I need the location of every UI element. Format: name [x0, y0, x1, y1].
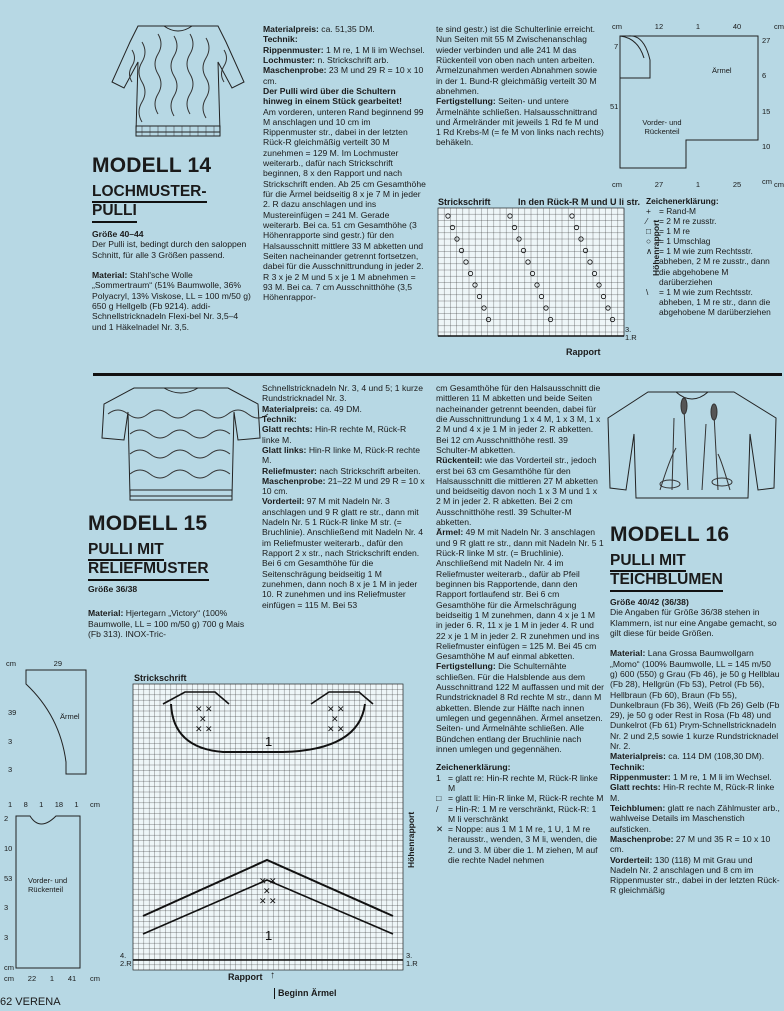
- m14-schema-top-4: cm: [773, 22, 784, 31]
- m16-material-label: Material:: [610, 648, 646, 659]
- modell-14-title: MODELL 14: [92, 154, 212, 177]
- m16-vorder: 130 (118) M mit Grau und Nadeln Nr. 2 anschlagen und 8 cm im Rippenmuster str., dabei in der letzten Rück-R gleichmäßig: [610, 854, 780, 896]
- m15-rueck-label: Rückenteil:: [436, 455, 483, 466]
- modell-15-subtitle-line1: PULLI MIT: [88, 542, 164, 561]
- m14-loch: n. Strickschrift arb.: [317, 54, 389, 65]
- m15-glattl-label: Glatt links:: [262, 444, 307, 455]
- m15-chart-one-upper: 1: [265, 734, 273, 749]
- m15-chart-hoehenrapport: Höhenrapport: [406, 811, 416, 868]
- svg-text:✕ ✕: ✕ ✕: [195, 704, 213, 714]
- modell-15-material: Hjertegarn „Victory“ (100% Baumwolle, LL = 100 m/50 g) 700 g Mais (Fb 313). INOX-Tric-: [88, 608, 245, 639]
- modell-14-subtitle: [92, 184, 207, 223]
- m16-material: Lana Grossa Baumwollgarn „Momo“ (100% Baumwolle, LL = 145 m/50 g) 600 (550) g Grau (Fb 46), je 50 g Hellblau (Fb 28), Hellgrün (Fb 53), Petrol (Fb 56), Hellbraun (Fb 60), Braun (Fb 55), Dunkelbraun (Fb 36), Weiß (Fb 26) Gelb (Fb 29), je 50 g oder Rest in Rosa (Fb 48) und Dunkelrot (Fb 61) Prym-Schnellstricknadeln Nr. 2 und 2,5 sowie 1 kurze Rundstricknadel Nr. 2.: [610, 648, 780, 752]
- m15-neck: cm Gesamthöhe für den Halsausschnitt die mittleren 11 M abketten und beide Seiten nacheinander getrennt beenden, dabei für die Ausschnittrundung 1 x 4 M, 1 x 3 M, 1 x 2 M und 4 x je 1 M in jeder 2. R abketten. Bei 12 cm Ausschnitthöhe restl. 39 Schulter-M abketten.: [436, 383, 601, 455]
- m14-schema-left-mid: 51: [610, 102, 619, 111]
- m15-chart-right-rows: 3. 1.R: [406, 951, 418, 968]
- section-divider: [93, 373, 782, 376]
- m15-schema-sleeve-top: [6, 659, 62, 668]
- m15-fert-label: Fertigstellung:: [436, 661, 496, 672]
- m15-legend-sym-1: □: [436, 793, 442, 804]
- m16-vorder-label: Vorderteil:: [610, 854, 653, 865]
- m15-schema-sleeve-left: [8, 708, 16, 774]
- m14-legend-sym-4: ∧: [646, 246, 653, 257]
- m15-price: ca. 49 DM.: [320, 403, 362, 414]
- m16-glatt: Hin-R rechte M, Rück-R linke M.: [610, 782, 775, 803]
- m14-schema-bottom-1: 27: [654, 180, 664, 189]
- m16-probe: 27 M und 35 R = 10 x 10 cm.: [610, 833, 771, 855]
- m14-chart-hoehenrapport: Höhenrapport: [651, 219, 661, 276]
- m14-lace-chart: [438, 208, 638, 348]
- m15-chart-title: Strickschrift: [134, 673, 187, 683]
- m16-price: ca. 114 DM (108,30 DM).: [668, 751, 765, 762]
- m15-schema-body-top-0: 1: [8, 800, 13, 809]
- m14-legend-sym-5: \: [646, 286, 649, 297]
- m15-glatt-label: Glatt rechts:: [262, 424, 313, 435]
- m15-schema-body-bottom-1: 22: [27, 974, 37, 983]
- m15-schema-body-top-2: 1: [39, 800, 44, 809]
- svg-text:✕: ✕: [331, 714, 339, 724]
- m14-schema-top-2: 1: [695, 22, 701, 31]
- m14-chart-title: Strickschrift: [438, 197, 491, 207]
- m15-legend-text-3: = Noppe: aus 1 M 1 M re, 1 U, 1 M re herausstr., wenden, 3 M li, wenden, die 2. und 3. M über die 1. M ziehen, M auf die rechte Nadel nehmen: [448, 824, 598, 866]
- m14-technik: Technik:: [263, 34, 298, 45]
- m16-price-label: Materialpreis:: [610, 751, 666, 762]
- m14-price: ca. 51,35 DM.: [321, 24, 375, 34]
- modell-14-col1: [92, 229, 252, 359]
- m14-probe: 23 M und 29 R = 10 x 10 cm.: [263, 65, 424, 86]
- m14-legend-sym-1: ⁄: [646, 216, 648, 227]
- m14-rippen-label: Rippenmuster:: [263, 44, 324, 55]
- m15-relief: nach Strickschrift arbeiten.: [319, 465, 421, 476]
- m14-legend-text-1: = 2 M re zusstr.: [659, 216, 717, 227]
- m15-vorder: 97 M mit Nadeln Nr. 3 anschlagen und 9 R glatt re str., dann mit Nadeln Nr. 5 1 Rück-R linke M str. (= Bruchlinie). Anschließend mit Nadeln Nr. 4 im Reliefmuster weiterarb., dafür den Rapport 2 x str., nach Strickschrift enden. Bei 6 cm Gesamthöhe für die Seitenschrägung beidseitig 1 M zunehmen, dann noch 8 x je 1 M in jeder 10. R zunehmen und ins Reliefmuster einfügen = 115 M. Bei 53: [262, 496, 423, 610]
- m15-probe-label: Maschenprobe:: [262, 475, 326, 486]
- m15-schema-sleeve-top-1: 29: [53, 659, 62, 668]
- m15-schema-sleeve-left-1: 3: [8, 736, 13, 746]
- m15-schema-sleeve-top-0: cm: [6, 659, 16, 668]
- modell-16-title: MODELL 16: [610, 523, 730, 546]
- m16-rippen: 1 M re, 1 M li im Wechsel.: [673, 772, 772, 782]
- m15-schema-body-left-3: 3: [4, 903, 9, 913]
- m16-glatt-label: Glatt rechts:: [610, 782, 661, 793]
- m14-schematic: [608, 20, 782, 192]
- m14-legend-title: Zeichenerklärung:: [646, 196, 719, 206]
- m14-fert: Seiten- und untere Ärmelnähte schließen. Halsausschnittrand und Ärmelränder mit jeweils 1 Rd fe M und 1 Rd Krebs-M (= fe M von links nach rechts) behäkeln.: [436, 96, 604, 148]
- sweater-16-illustration: [600, 378, 782, 506]
- sweater-15-illustration: [98, 384, 264, 506]
- svg-text:✕ ✕: ✕ ✕: [259, 896, 277, 906]
- m15-rueck: wie das Vorderteil str., jedoch erst bei 63 cm Gesamthöhe für den Halsausschnitt die mittleren 27 M abketten und beidseitig davon noch 1 x 3 M und 1 x 2 M in jeder 2. R abketten. Bei 2 cm Ausschnitthöhe restl. 39 Schulter-M abketten.: [436, 455, 598, 528]
- svg-text:✕ ✕: ✕ ✕: [327, 704, 345, 714]
- m16-teich-label: Teichblumen:: [610, 802, 666, 813]
- modell-16-col: [610, 597, 780, 991]
- m14-one-piece-note: Der Pulli wird über die Schultern hinweg in einem Stück gearbeitet!: [263, 85, 402, 107]
- m15-schema-body-top-4: 1: [74, 800, 79, 809]
- m14-schema-top-0: cm: [612, 22, 622, 31]
- m15-legend-text-1: = glatt li: Hin-R linke M, Rück-R rechte M: [448, 793, 604, 804]
- m15-legend-title: Zeichenerklärung:: [436, 762, 511, 773]
- m14-legend-sym-2: □: [646, 226, 652, 237]
- m14-schema-right-4: 10: [762, 141, 771, 151]
- m15-schema-sleeve-left-0: 39: [8, 708, 17, 717]
- m14-schema-right: [762, 36, 772, 186]
- m14-legend-text-2: = 1 M re: [659, 226, 690, 237]
- m15-glatt: Hin-R rechte M, Rück-R linke M.: [262, 424, 407, 445]
- modell-14-col2: [263, 24, 426, 369]
- m15-legend-sym-2: /: [436, 803, 439, 814]
- page-footer: 62 VERENA: [0, 995, 61, 1008]
- m14-legend-text-4: = 1 M wie zum Rechtsstr. abheben, 2 M re zusstr., dann die abgehobene M darüberziehen: [659, 246, 770, 287]
- modell-14-intro: Der Pulli ist, bedingt durch den saloppen Schnitt, für alle 3 Größen passend.: [92, 239, 247, 260]
- m14-schema-top-3: 40: [732, 22, 742, 31]
- modell-15-col3: [436, 383, 604, 988]
- modell-14-material-label: Material:: [92, 269, 128, 280]
- m15-schema-body-left-5: cm: [4, 962, 14, 972]
- m15-relief-chart: [133, 684, 405, 974]
- m16-intro: Die Angaben für Größe 36/38 stehen in Klammern, ist nur eine Angabe gemacht, so gilt diese für beide Größen.: [610, 607, 777, 638]
- m15-schema-body-left-4: 3: [4, 933, 9, 943]
- m15-aermel: 49 M mit Nadeln Nr. 3 anschlagen und 9 R glatt re str., dann mit Nadeln Nr. 5 1 Rück-R linke M str. (= Bruchlinie). Anschließend mit Nadeln Nr. 4 im Reliefmuster weiterarb., dafür ab Pfeil beginnen bis Rapportende, dann den Rapport fortlaufend str. Bei 6 cm Gesamthöhe für die Ärmelschrägung beidseitig 1 M zunehmen, dann 4 x je 1 M in jeder 6. R, 11 x je 1 M in jeder 4. R und 22 x je 1 M in jeder 2. R zunehmen und ins Reliefmuster einfügen = 125 M. Bei 45 cm Gesamthöhe M auf einmal abketten.: [436, 527, 604, 662]
- m15-schema-body-bottom-0: cm: [4, 974, 14, 983]
- m14-legend-text-5: = 1 M wie zum Rechtsstr. abheben, 1 M re str., dann die abgehobene M darüberziehen: [659, 286, 771, 317]
- m14-legend: [646, 196, 780, 317]
- m14-chart-rows: 3. 1.R: [625, 325, 637, 342]
- m14-schema-right-1: 27: [762, 36, 771, 45]
- m15-schema-body: Vorder- und Rückenteil: [28, 876, 68, 894]
- m14-schema-sleeve: Ärmel: [712, 66, 732, 75]
- m14-schema-bottom-2: 1: [695, 180, 701, 189]
- m15-price-label: Materialpreis:: [262, 403, 318, 414]
- m15-schema-body-bottom-3: 41: [67, 974, 77, 983]
- modell-14-subtitle-line2: PULLI: [92, 203, 137, 222]
- m15-schematic: [0, 656, 100, 986]
- m15-legend-sym-0: 1: [436, 772, 441, 783]
- m15-schema-body-top-3: 18: [54, 800, 64, 809]
- m14-legend-text-0: = Rand-M: [659, 206, 697, 217]
- m16-probe-label: Maschenprobe:: [610, 833, 674, 844]
- m14-schema-bottom: [612, 180, 784, 189]
- m16-technik: Technik:: [610, 761, 645, 772]
- m15-chart-one-lower: 1: [265, 928, 273, 943]
- modell-15-subtitle-line2: RELIEFMUSTER: [88, 561, 209, 580]
- m15-schema-body-bottom: [4, 974, 100, 983]
- m15-schema-body-bottom-4: cm: [89, 974, 100, 983]
- m15-schema-body-bottom-2: 1: [49, 974, 55, 983]
- m15-chart-beginn: Beginn Ärmel: [274, 988, 337, 999]
- m14-probe-label: Maschenprobe:: [263, 65, 327, 76]
- m15-probe: 21–22 M und 29 R = 10 x 10 cm.: [262, 475, 425, 497]
- m14-legend-text-3: = 1 Umschlag: [659, 236, 711, 247]
- modell-15-size: Größe 36/38: [88, 584, 138, 594]
- m14-schema-top: [612, 22, 784, 31]
- modell-16-subtitle-line1: PULLI MIT: [610, 553, 686, 572]
- m14-schema-right-3: 15: [762, 106, 771, 116]
- m15-aermel-label: Ärmel:: [436, 527, 464, 538]
- m14-legend-sym-0: +: [646, 206, 651, 217]
- modell-15-material-label: Material:: [88, 608, 124, 619]
- m15-technik: Technik:: [262, 413, 297, 424]
- m15-schema-body-left-2: 53: [4, 873, 13, 883]
- svg-text:✕: ✕: [263, 886, 271, 896]
- m14-instructions-cont: te sind gestr.) ist die Schulterlinie erreicht. Nun Seiten mit 55 M Zwischenanschlag wieder verbinden und alle 241 M das Rückenteil von oben nach unten arbeiten. Ärmelzunahmen werden Abnahmen sowie in der 1. Bund-R gleichmäßig verteilt 30 M abnehmen.: [436, 24, 597, 96]
- m15-needles: Schnellstricknadeln Nr. 3, 4 und 5; 1 kurze Rundstricknadel Nr. 3.: [262, 383, 423, 404]
- m14-legend-sym-3: ○: [646, 236, 652, 247]
- m14-chart-rapport: Rapport: [566, 347, 601, 357]
- m14-fert-label: Fertigstellung:: [436, 96, 496, 107]
- m14-schema-bottom-4: cm: [773, 180, 784, 189]
- m15-schema-body-top: [8, 800, 100, 809]
- m15-schema-body-left-1: 10: [4, 843, 13, 853]
- svg-text:✕ ✕: ✕ ✕: [259, 876, 277, 886]
- m14-chart-subtitle: In den Rück-R M und U li str.: [518, 197, 641, 207]
- m15-legend-text-2: = Hin-R: 1 M re verschränkt, Rück-R: 1 M li verschränkt: [448, 803, 597, 824]
- m14-price-label: Materialpreis:: [263, 24, 319, 34]
- m14-schema-body: Vorder- und Rückenteil: [642, 118, 682, 136]
- modell-15-subtitle: [88, 542, 209, 581]
- m15-vorder-label: Vorderteil:: [262, 496, 305, 507]
- m14-schema-bottom-3: 25: [732, 180, 742, 189]
- modell-16-subtitle-line2: TEICHBLUMEN: [610, 572, 723, 591]
- m14-rippen: 1 M re, 1 M li im Wechsel.: [326, 44, 425, 55]
- m14-loch-label: Lochmuster:: [263, 54, 316, 65]
- m15-legend-text-0: = glatt re: Hin-R rechte M, Rück-R linke M: [448, 772, 598, 793]
- sweater-14-illustration: [108, 22, 248, 150]
- modell-15-title: MODELL 15: [88, 512, 208, 535]
- m14-schema-right-5: cm: [762, 177, 772, 186]
- m15-rapport-arrow-icon: ↑: [270, 970, 275, 981]
- m15-schema-body-left-0: 2: [4, 814, 9, 823]
- m15-relief-label: Reliefmuster:: [262, 465, 317, 476]
- modell-14-subtitle-line1: LOCHMUSTER-: [92, 184, 207, 203]
- svg-text:✕ ✕: ✕ ✕: [195, 724, 213, 734]
- modell-15-col2: [262, 383, 426, 665]
- modell-14-col3: [436, 24, 604, 184]
- m15-legend-sym-3: ✕: [436, 824, 444, 835]
- m14-schema-right-2: 6: [762, 71, 767, 81]
- modell-14-material: Stahl'sche Wolle „Sommertraum“ (51% Baumwolle, 36% Polyacryl, 13% Viskose, LL = 100 m/50 g) 650 g Hellgelb (Fb 9214). addi-Schnellstricknadeln Flexi-bel Nr. 3,5–4 und 1 Häkelnadel Nr. 3,5.: [92, 269, 251, 332]
- m15-chart-rapport: Rapport: [228, 972, 263, 982]
- m15-glattl: Hin-R linke M, Rück-R rechte M.: [262, 444, 421, 466]
- m16-size: Größe 40/42 (36/38): [610, 597, 689, 607]
- m15-schema-body-left: [4, 814, 14, 972]
- svg-text:✕: ✕: [199, 714, 207, 724]
- m16-rippen-label: Rippenmuster:: [610, 772, 671, 782]
- m15-schema-sleeve: Ärmel: [60, 712, 80, 721]
- m15-fert: Die Schulternähte schließen. Für die Halsblende aus dem Ausschnittrand 122 M auffassen und mit der Rundstricknadel 8 Rd rechte M str., dann M abketten. Blende zur Hälfte nach innen umlegen und gegennähen. Ärmel ansetzen. Seiten- und Ärmelnähte schließen. Alle Bündchen entlang der Bruchlinie nach innen umlegen und gegennähen.: [436, 661, 604, 754]
- m15-schema-body-top-1: 8: [23, 800, 28, 809]
- m15-schema-sleeve-left-2: 3: [8, 765, 13, 774]
- svg-text:✕ ✕: ✕ ✕: [327, 724, 345, 734]
- m15-chart-left-rows: 4. 2.R: [120, 951, 132, 968]
- m14-schema-bottom-0: cm: [612, 180, 622, 189]
- m16-teich: glatt re nach Zählmuster arb., wahlweise Details im Maschenstich aufsticken.: [610, 802, 780, 834]
- modell-16-subtitle: [610, 553, 723, 592]
- modell-14-size: Größe 40–44: [92, 229, 144, 239]
- m14-schema-top-1: 12: [654, 22, 664, 31]
- m14-schema-left-top: 7: [614, 42, 619, 51]
- m14-instructions: Am vorderen, unteren Rand beginnend 99 M anschlagen und 10 cm im Rippenmuster str., dabei in der letzten Rück-R gleichmäßig verteilt 30 M zunehmen = 129 M. Im Lochmuster weiterarb., dafür nach Strickschrift beginnen, 8 x den Rapport und nach Strickschrift enden. Ab 25 cm Gesamthöhe für die Ärmel beidseitig 8 x je 7 M in jeder 2. R dazu anschlagen und ins Mustereinfügen = 241 M. Gerade weiterarb. Bei ca. 51 cm Gesamthöhe (3 Höhenrapporte sind gestr.) für den Halsausschnitt mittlere 33 M abketten und Seiten nacheinander getrennt fortsetzen, dabei für die Ausschnittrundung in jeder 2. R 3 x je 2 M und 5 x je 1 M abnehmen = 93 M. Bei ca. 7 cm Ausschnitthöhe (3,5 Höhenrappor-: [263, 106, 426, 303]
- modell-15-col1: [88, 584, 248, 664]
- m15-schema-body-top-5: cm: [89, 800, 100, 809]
